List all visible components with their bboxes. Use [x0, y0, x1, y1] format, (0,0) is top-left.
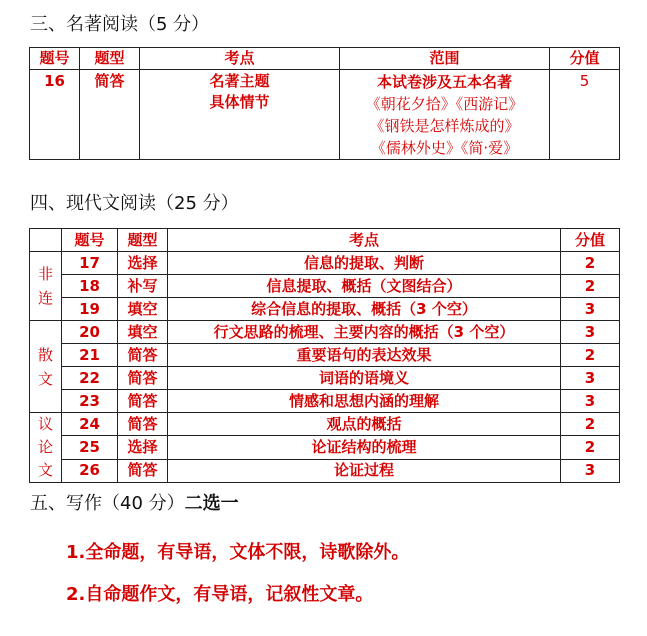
group-char: 文 [37, 461, 53, 479]
question-score: 3 [561, 459, 620, 482]
question-scope [340, 70, 550, 160]
question-number: 21 [62, 344, 118, 367]
header-score: 分值 [561, 229, 620, 252]
writing-option-1: 1.全命题，有导语，文体不限，诗歌除外。 [66, 542, 410, 563]
question-point: 综合信息的提取、概括（3 个空） [168, 298, 561, 321]
question-type: 简答 [118, 390, 168, 413]
question-type: 补写 [118, 275, 168, 298]
point-line: 具体情节 [209, 93, 270, 111]
header-number: 题号 [62, 229, 118, 252]
table-row [30, 344, 620, 367]
header-group [30, 229, 62, 252]
section5-title-text: 五、写作（40 分） [30, 493, 185, 514]
section3-title: 三、名著阅读（5 分） [30, 14, 210, 35]
question-score: 3 [561, 390, 620, 413]
question-score: 3 [561, 321, 620, 344]
table-row [30, 321, 620, 344]
writing-option-2: 2.自命题作文，有导语，记叙性文章。 [66, 584, 374, 605]
group-char: 散 [37, 345, 53, 364]
table-header-row [30, 229, 620, 252]
question-points [140, 70, 340, 160]
question-number: 17 [62, 252, 118, 275]
question-type: 简答 [118, 459, 168, 482]
question-number: 26 [62, 459, 118, 482]
question-number: 20 [62, 321, 118, 344]
header-number: 题号 [30, 48, 80, 70]
question-point: 论证过程 [168, 459, 561, 482]
group-label-prose [30, 321, 62, 413]
question-number: 25 [62, 436, 118, 459]
table-row [30, 436, 620, 459]
question-score: 2 [561, 436, 620, 459]
table-row [30, 298, 620, 321]
section3-table [29, 47, 620, 160]
question-point: 行文思路的梳理、主要内容的概括（3 个空） [168, 321, 561, 344]
question-type: 简答 [118, 344, 168, 367]
question-score: 2 [561, 252, 620, 275]
scope-line: 《朝花夕拾》《西游记》 [365, 95, 524, 113]
question-type: 填空 [118, 321, 168, 344]
question-type: 简答 [80, 70, 140, 160]
table-row [30, 413, 620, 436]
header-type: 题型 [118, 229, 168, 252]
question-number: 23 [62, 390, 118, 413]
question-type: 简答 [118, 413, 168, 436]
group-label-argument [30, 413, 62, 483]
question-type: 选择 [118, 436, 168, 459]
question-point: 情感和思想内涵的理解 [168, 390, 561, 413]
question-type: 简答 [118, 367, 168, 390]
scope-line: 《儒林外史》《简·爱》 [370, 139, 519, 157]
scope-line: 本试卷涉及五本名著 [376, 73, 512, 91]
question-score: 2 [561, 275, 620, 298]
table-header-row [30, 48, 620, 70]
group-char: 文 [37, 369, 53, 388]
question-score: 5 [550, 70, 620, 160]
question-number: 24 [62, 413, 118, 436]
point-line: 名著主题 [209, 72, 270, 90]
group-label-nonlinear [30, 252, 62, 321]
question-score: 3 [561, 367, 620, 390]
section5-title-suffix: 二选一 [184, 493, 239, 514]
group-char: 连 [37, 289, 53, 307]
group-char: 非 [37, 265, 53, 283]
question-number: 18 [62, 275, 118, 298]
question-point: 词语的语境义 [168, 367, 561, 390]
question-score: 2 [561, 413, 620, 436]
table-row [30, 459, 620, 482]
table-row [30, 275, 620, 298]
question-point: 观点的概括 [168, 413, 561, 436]
question-number: 19 [62, 298, 118, 321]
section4-table [29, 228, 620, 483]
question-score: 2 [561, 344, 620, 367]
question-point: 信息的提取、判断 [168, 252, 561, 275]
question-point: 重要语句的表达效果 [168, 344, 561, 367]
header-type: 题型 [80, 48, 140, 70]
scope-line: 《钢铁是怎样炼成的》 [369, 117, 520, 135]
header-point: 考点 [168, 229, 561, 252]
header-score: 分值 [550, 48, 620, 70]
header-point: 考点 [140, 48, 340, 70]
section4-title: 四、现代文阅读（25 分） [30, 193, 239, 214]
table-row [30, 390, 620, 413]
question-point: 论证结构的梳理 [168, 436, 561, 459]
group-char: 论 [37, 438, 53, 456]
question-score: 3 [561, 298, 620, 321]
section5-title [30, 493, 239, 515]
question-number: 16 [30, 70, 80, 160]
table-row [30, 367, 620, 390]
table-row [30, 252, 620, 275]
question-point: 信息提取、概括（文图结合） [168, 275, 561, 298]
question-type: 选择 [118, 252, 168, 275]
question-number: 22 [62, 367, 118, 390]
question-type: 填空 [118, 298, 168, 321]
group-char: 议 [37, 415, 53, 433]
table-row [30, 70, 620, 160]
header-scope: 范围 [340, 48, 550, 70]
